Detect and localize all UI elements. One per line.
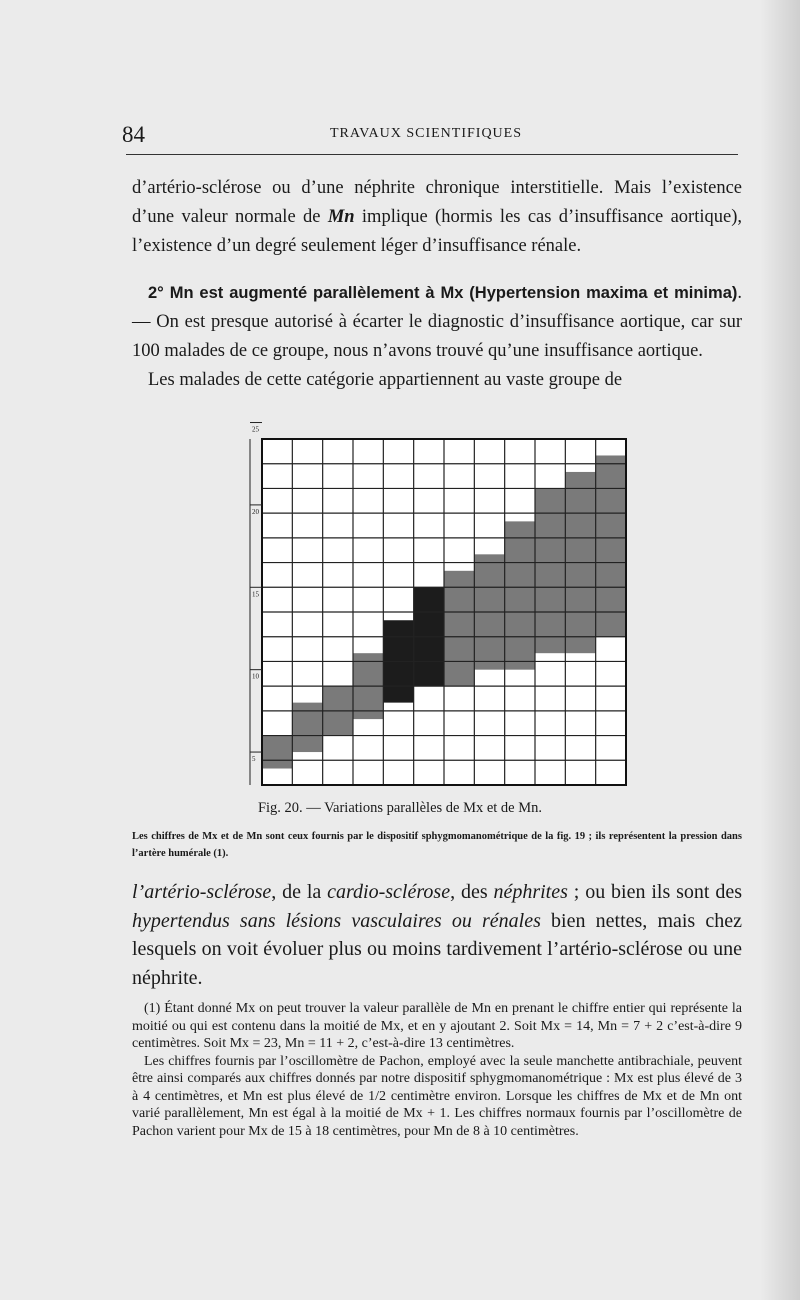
page-edge-shadow — [760, 0, 800, 1300]
p1-run: implique (hormis les cas d’insuffisance aortique), l’existence d’un degré seulement léger d’insuffisance rénale. — [132, 207, 742, 256]
y-tick-label: 20 — [252, 507, 259, 516]
bar-band-7 — [444, 571, 474, 686]
figure-note: Les chiffres de Mx et de Mn sont ceux fournis par le dispositif sphygmomanométrique de la fig. 19 ; ils représentent la pression dans l’artère humérale (1). — [132, 831, 742, 859]
body2-run: néphrites — [493, 881, 568, 903]
figure-caption: Fig. 20. — Variations parallèles de Mx et de Mn. — [257, 800, 543, 816]
body2-run: bien nettes, mais chez lesquels on voit évoluer plus ou moins tardivement l’artério-sclérose ou une néphrite. — [132, 909, 742, 989]
y-tick-label: 10 — [252, 672, 259, 681]
bar-band-1 — [262, 736, 292, 769]
bar-band-2 — [292, 703, 322, 752]
running-head — [0, 118, 800, 148]
body2-run: ; ou bien ils sont des — [567, 881, 742, 903]
body-text-top — [132, 174, 742, 395]
p3-run: Les malades de cette catégorie appartiennent au vaste groupe de — [148, 370, 623, 390]
footnote-p2: Les chiffres fournis par l’oscillomètre de Pachon, employé avec la seule manchette antibrachiale, peuvent être ainsi comparés aux chiffres donnés par notre dispositif sphygmomanométrique : Mx est plus élevé de 3 à 4 centimètres, et Mn est plus élevé de 1/2 centimètre environ. Lorsque les chiffres de Mx et de Mn ont varié parallèlement, Mn est égal à la moitié de Mx + 1. Les chiffres normaux fournis par l’oscillomètre de Pachon varient pour Mx de 15 à 18 centimètres, pour Mn de 8 à 10 centimètres. — [132, 1053, 742, 1139]
page-number: 84 — [122, 122, 145, 147]
running-title: TRAVAUX SCIENTIFIQUES — [330, 126, 523, 141]
body2-run: l’artério-sclérose — [132, 881, 272, 903]
p1-run: Mn — [327, 207, 355, 227]
body2-run: cardio-sclérose — [327, 881, 451, 903]
y-tick-label: 15 — [252, 590, 259, 599]
bar-chart — [246, 425, 630, 793]
body2-run: , des — [450, 881, 494, 903]
header-rule — [126, 154, 738, 155]
body2-run: hypertendus sans lésions vasculaires ou rénales — [132, 909, 541, 932]
body2-run: , de la — [271, 881, 328, 903]
paragraph-3 — [132, 366, 742, 395]
figure-20 — [246, 425, 630, 793]
p1-run: d’artério-sclérose ou d’une néphrite chronique interstitielle. Mais l’existence d’une valeur normale de — [132, 178, 742, 227]
p2-run: 2° Mn est augmenté parallèlement à Mx (Hypertension maxima et minima) — [148, 284, 738, 302]
body-text-bottom — [132, 878, 742, 992]
y-tick-label: 25 — [252, 425, 259, 434]
p2-run: . — On est presque autorisé à écarter le diagnostic d’insuffisance aortique, car sur 100 malades de ce groupe, nous n’avons trouvé qu’une insuffisance aortique. — [132, 283, 742, 361]
footnote-p1: (1) Étant donné Mx on peut trouver la valeur parallèle de Mn en prenant le chiffre entier qui représente la moitié ou qui est contenu dans la moitié de Mx, et en y ajoutant 2. Soit Mx = 14, Mn = 7 + 2 c’est-à-dire 9 centimètres. Soit Mx = 23, Mn = 11 + 2, c’est-à-dire 13 centimètres. — [132, 1001, 742, 1051]
y-tick-label: 5 — [252, 755, 256, 764]
bar-band-9 — [505, 521, 535, 669]
paragraph-2 — [132, 279, 742, 366]
paragraph-1 — [132, 174, 742, 261]
bar-band-12 — [596, 455, 626, 636]
footnote — [132, 1000, 742, 1140]
